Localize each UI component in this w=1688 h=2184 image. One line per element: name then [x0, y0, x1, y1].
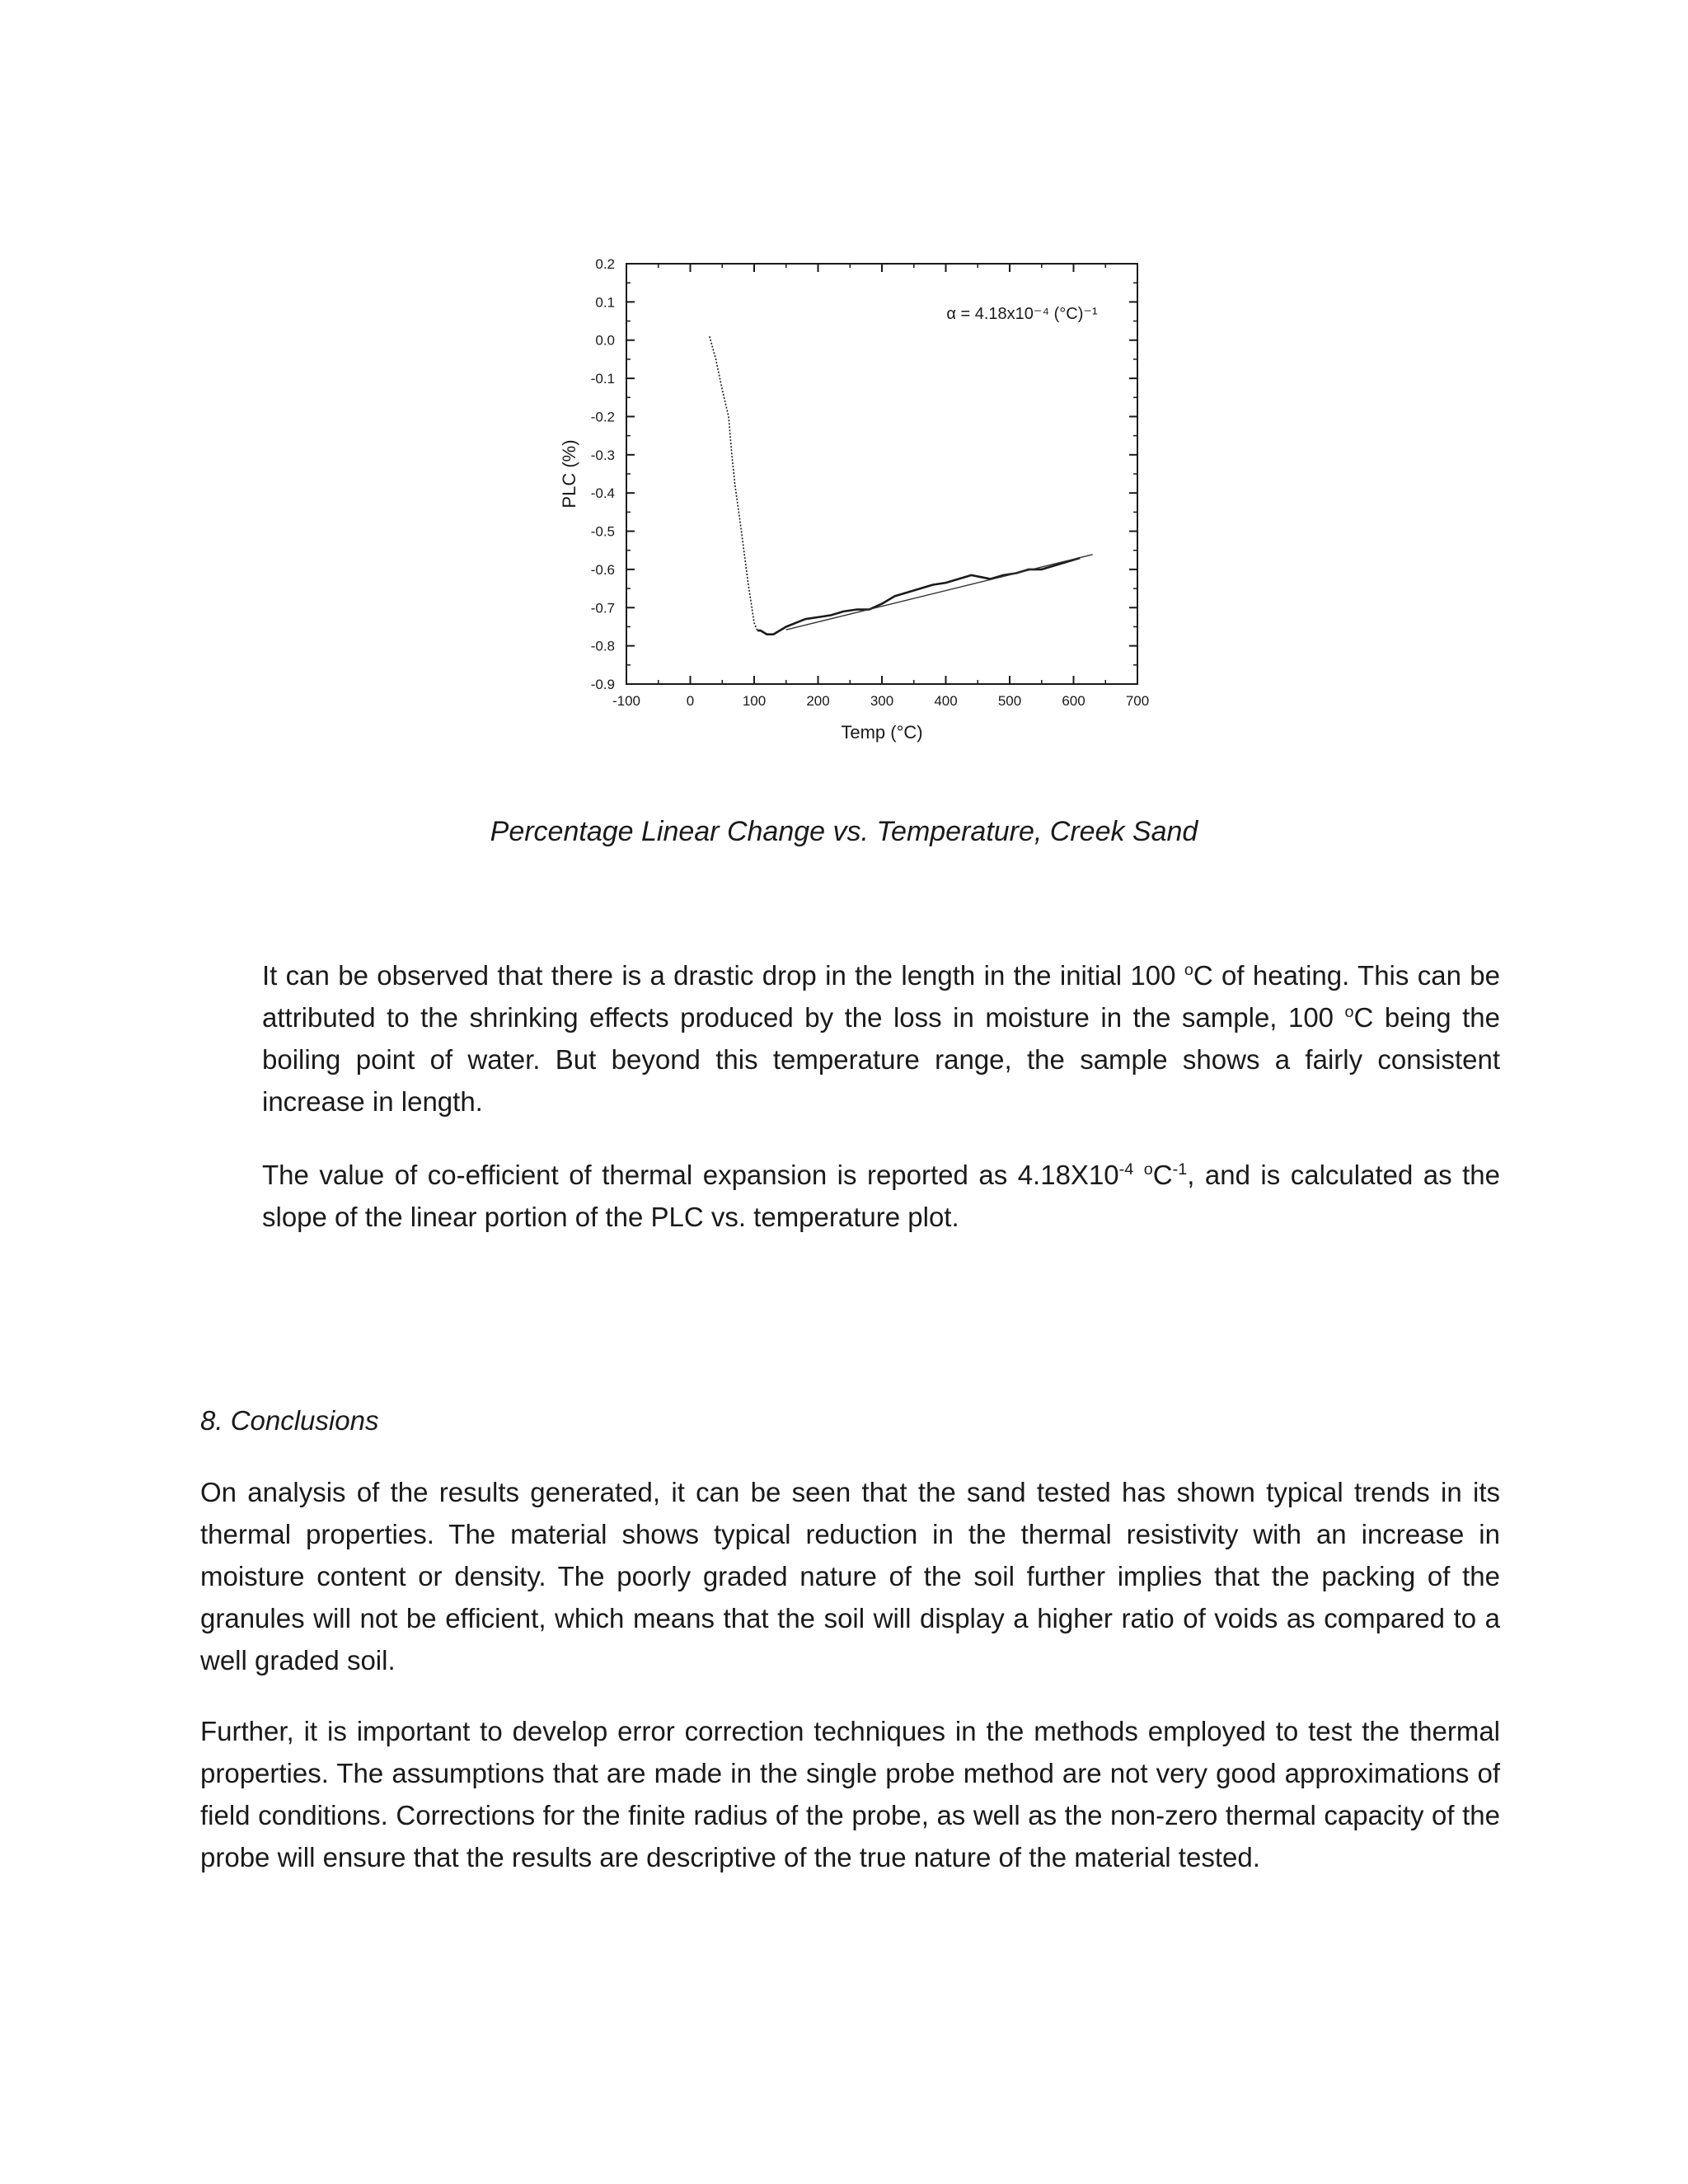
series-group [710, 336, 1093, 635]
y-tick-label: 0.2 [595, 256, 615, 272]
exponent-sup-2: -1 [1172, 1160, 1188, 1179]
y-tick-label: -0.3 [590, 447, 615, 463]
p2-text-a: The value of co-efficient of thermal expansion is reported as 4.18X10 [262, 1160, 1119, 1190]
x-tick-label: 0 [686, 693, 695, 709]
section-heading: 8. Conclusions [200, 1405, 379, 1436]
x-tick-label: 500 [997, 693, 1022, 709]
y-tick-labels [591, 256, 615, 692]
annotation-alpha: α = 4.18x10⁻⁴ (°C)⁻¹ [946, 305, 1098, 323]
figure-caption: Percentage Linear Change vs. Temperature, Creek Sand [490, 816, 1198, 847]
y-tick-label: -0.7 [590, 600, 615, 616]
x-axis-label: Temp (°C) [841, 722, 923, 743]
x-tick-label: 300 [870, 693, 894, 709]
axis-ticks [626, 264, 1137, 684]
y-tick-label: -0.2 [590, 409, 615, 425]
x-tick-labels [612, 693, 1149, 709]
x-tick-label: 600 [1062, 693, 1085, 709]
y-tick-label: -0.1 [590, 371, 615, 387]
x-tick-label: 400 [934, 693, 958, 709]
degree-sup-1: o [1184, 961, 1193, 979]
y-axis-label: PLC (%) [559, 439, 579, 509]
degree-sup-2: o [1344, 1003, 1354, 1021]
plc-vs-temp-chart [528, 247, 1187, 775]
p1-text-b: C of heating. This can be attributed to the shrinking effects produced by the loss in moisture in the sample, 100 [262, 960, 1500, 1033]
measured-curve-heating [710, 336, 757, 630]
exponent-sup: -4 [1118, 1160, 1134, 1179]
y-tick-label: 0.0 [595, 332, 615, 349]
paragraph-2 [262, 1154, 1500, 1238]
plot-frame [626, 264, 1137, 684]
y-tick-label: -0.9 [590, 677, 615, 692]
y-tick-label: -0.5 [590, 523, 615, 540]
x-tick-label: -100 [612, 693, 641, 709]
x-tick-label: 700 [1125, 693, 1150, 709]
paragraph-4: Further, it is important to develop error correction techniques in the methods employed to test the thermal properties. The assumptions that are made in the single probe method are not very good approximations of field conditions. Corrections for the finite radius of the probe, as well as the non-zero thermal capacity of the probe will ensure that the results are descriptive of the true nature of the material tested. [200, 1716, 1500, 1872]
y-tick-label: -0.6 [590, 561, 615, 578]
x-tick-label: 100 [742, 693, 767, 709]
y-tick-label: -0.4 [590, 485, 615, 502]
p1-text-c: C being the boiling point of water. But beyond this temperature range, the sample shows a fairly consistent increase in length. [262, 1002, 1500, 1117]
x-tick-label: 200 [806, 693, 830, 709]
unit-c: C [1152, 1160, 1173, 1190]
y-tick-label: 0.1 [595, 294, 615, 311]
y-tick-label: -0.8 [590, 638, 615, 654]
degree-sup-3: o [1143, 1160, 1153, 1179]
p2-text-b: , and is calculated as the slope of the linear portion of the PLC vs. temperature plot. [262, 1160, 1501, 1232]
paragraph-3: On analysis of the results generated, it can be seen that the sand tested has shown typical trends in its thermal properties. The material shows typical reduction in the thermal resistivity with an increase in moisture content or density. The poorly graded nature of the soil further implies that the packing of the granules will not be efficient, which means that the soil will display a higher ratio of voids as compared to a well graded soil. [200, 1477, 1500, 1675]
p1-text-a: It can be observed that there is a drastic drop in the length in the initial 100 [262, 960, 1184, 991]
paragraph-1 [262, 954, 1500, 1122]
linear-fit-line [786, 555, 1093, 630]
